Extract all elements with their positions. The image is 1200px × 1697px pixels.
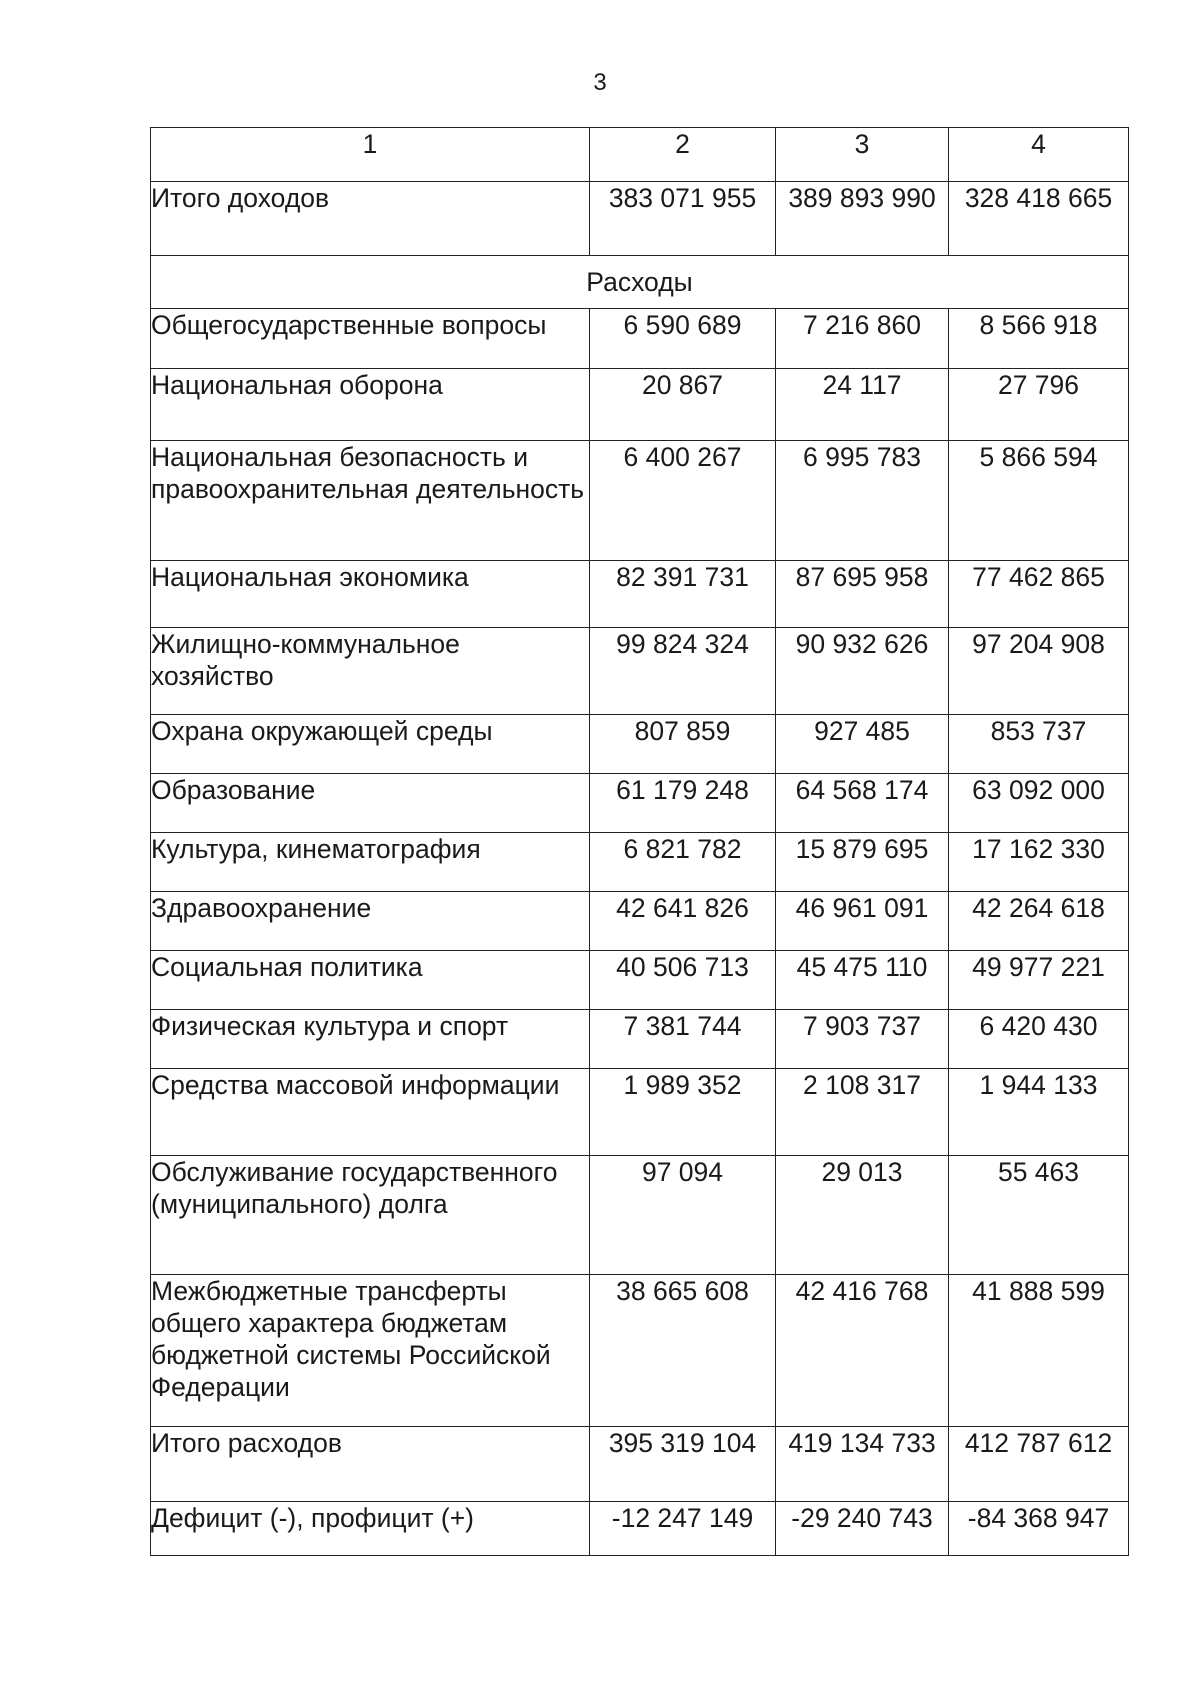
value-col-2: 99 824 324 [590,628,776,715]
row-label: Здравоохранение [151,892,590,951]
section-title: Расходы [151,256,1129,309]
value-col-4: 412 787 612 [949,1427,1129,1502]
row-label: Национальная безопасность и правоохранительная деятельность [151,441,590,561]
table-row [151,715,1129,774]
row-label: Национальная оборона [151,369,590,441]
budget-table [150,127,1129,1556]
row-label: Итого доходов [151,182,590,256]
value-col-2: 395 319 104 [590,1427,776,1502]
table-row [151,1069,1129,1156]
value-col-4: 6 420 430 [949,1010,1129,1069]
row-label: Охрана окружающей среды [151,715,590,774]
value-col-3: 29 013 [776,1156,949,1275]
value-col-3: -29 240 743 [776,1502,949,1556]
expense-total-row [151,1427,1129,1502]
table-row [151,892,1129,951]
balance-row [151,1502,1129,1556]
table-row [151,774,1129,833]
value-col-2: 38 665 608 [590,1275,776,1427]
value-col-3: 46 961 091 [776,892,949,951]
value-col-4: 17 162 330 [949,833,1129,892]
table-header-row [151,128,1129,182]
table-row [151,951,1129,1010]
value-col-2: 40 506 713 [590,951,776,1010]
value-col-3: 24 117 [776,369,949,441]
table-row [151,1275,1129,1427]
value-col-4: 55 463 [949,1156,1129,1275]
table-row [151,628,1129,715]
value-col-4: 8 566 918 [949,309,1129,369]
value-col-2: 42 641 826 [590,892,776,951]
page-number: 3 [593,69,607,96]
value-col-2: 7 381 744 [590,1010,776,1069]
row-label: Обслуживание государственного (муниципального) долга [151,1156,590,1275]
header-cell-2: 2 [590,128,776,182]
row-label: Межбюджетные трансферты общего характера бюджетам бюджетной системы Российской Федерации [151,1275,590,1427]
row-label: Образование [151,774,590,833]
expenses-section-row [151,256,1129,309]
income-total-row [151,182,1129,256]
value-col-3: 15 879 695 [776,833,949,892]
row-label: Дефицит (-), профицит (+) [151,1502,590,1556]
value-col-4: 97 204 908 [949,628,1129,715]
row-label: Средства массовой информации [151,1069,590,1156]
value-col-4: 77 462 865 [949,561,1129,628]
value-col-4: 42 264 618 [949,892,1129,951]
value-col-4: 5 866 594 [949,441,1129,561]
header-cell-1: 1 [151,128,590,182]
value-col-2: 6 821 782 [590,833,776,892]
value-col-4: 853 737 [949,715,1129,774]
header-cell-3: 3 [776,128,949,182]
row-label: Жилищно-коммунальное хозяйство [151,628,590,715]
row-label: Физическая культура и спорт [151,1010,590,1069]
value-col-4: 27 796 [949,369,1129,441]
value-col-2: 807 859 [590,715,776,774]
value-col-2: 61 179 248 [590,774,776,833]
table-row [151,309,1129,369]
value-col-3: 2 108 317 [776,1069,949,1156]
row-label: Социальная политика [151,951,590,1010]
value-col-3: 927 485 [776,715,949,774]
value-col-3: 64 568 174 [776,774,949,833]
row-label: Национальная экономика [151,561,590,628]
table-row [151,1010,1129,1069]
value-col-3: 87 695 958 [776,561,949,628]
value-col-4: 1 944 133 [949,1069,1129,1156]
value-col-4: 328 418 665 [949,182,1129,256]
value-col-4: 63 092 000 [949,774,1129,833]
value-col-2: 383 071 955 [590,182,776,256]
value-col-2: 6 400 267 [590,441,776,561]
value-col-3: 7 903 737 [776,1010,949,1069]
value-col-2: 1 989 352 [590,1069,776,1156]
value-col-3: 42 416 768 [776,1275,949,1427]
value-col-3: 7 216 860 [776,309,949,369]
value-col-2: 97 094 [590,1156,776,1275]
table-row [151,561,1129,628]
value-col-4: -84 368 947 [949,1502,1129,1556]
value-col-4: 41 888 599 [949,1275,1129,1427]
value-col-2: 82 391 731 [590,561,776,628]
value-col-3: 6 995 783 [776,441,949,561]
row-label: Культура, кинематография [151,833,590,892]
table-row [151,833,1129,892]
value-col-3: 389 893 990 [776,182,949,256]
value-col-2: 20 867 [590,369,776,441]
value-col-3: 419 134 733 [776,1427,949,1502]
header-cell-4: 4 [949,128,1129,182]
value-col-4: 49 977 221 [949,951,1129,1010]
value-col-3: 45 475 110 [776,951,949,1010]
value-col-2: 6 590 689 [590,309,776,369]
table-row [151,1156,1129,1275]
row-label: Общегосударственные вопросы [151,309,590,369]
table-row [151,369,1129,441]
table-row [151,441,1129,561]
row-label: Итого расходов [151,1427,590,1502]
value-col-3: 90 932 626 [776,628,949,715]
value-col-2: -12 247 149 [590,1502,776,1556]
